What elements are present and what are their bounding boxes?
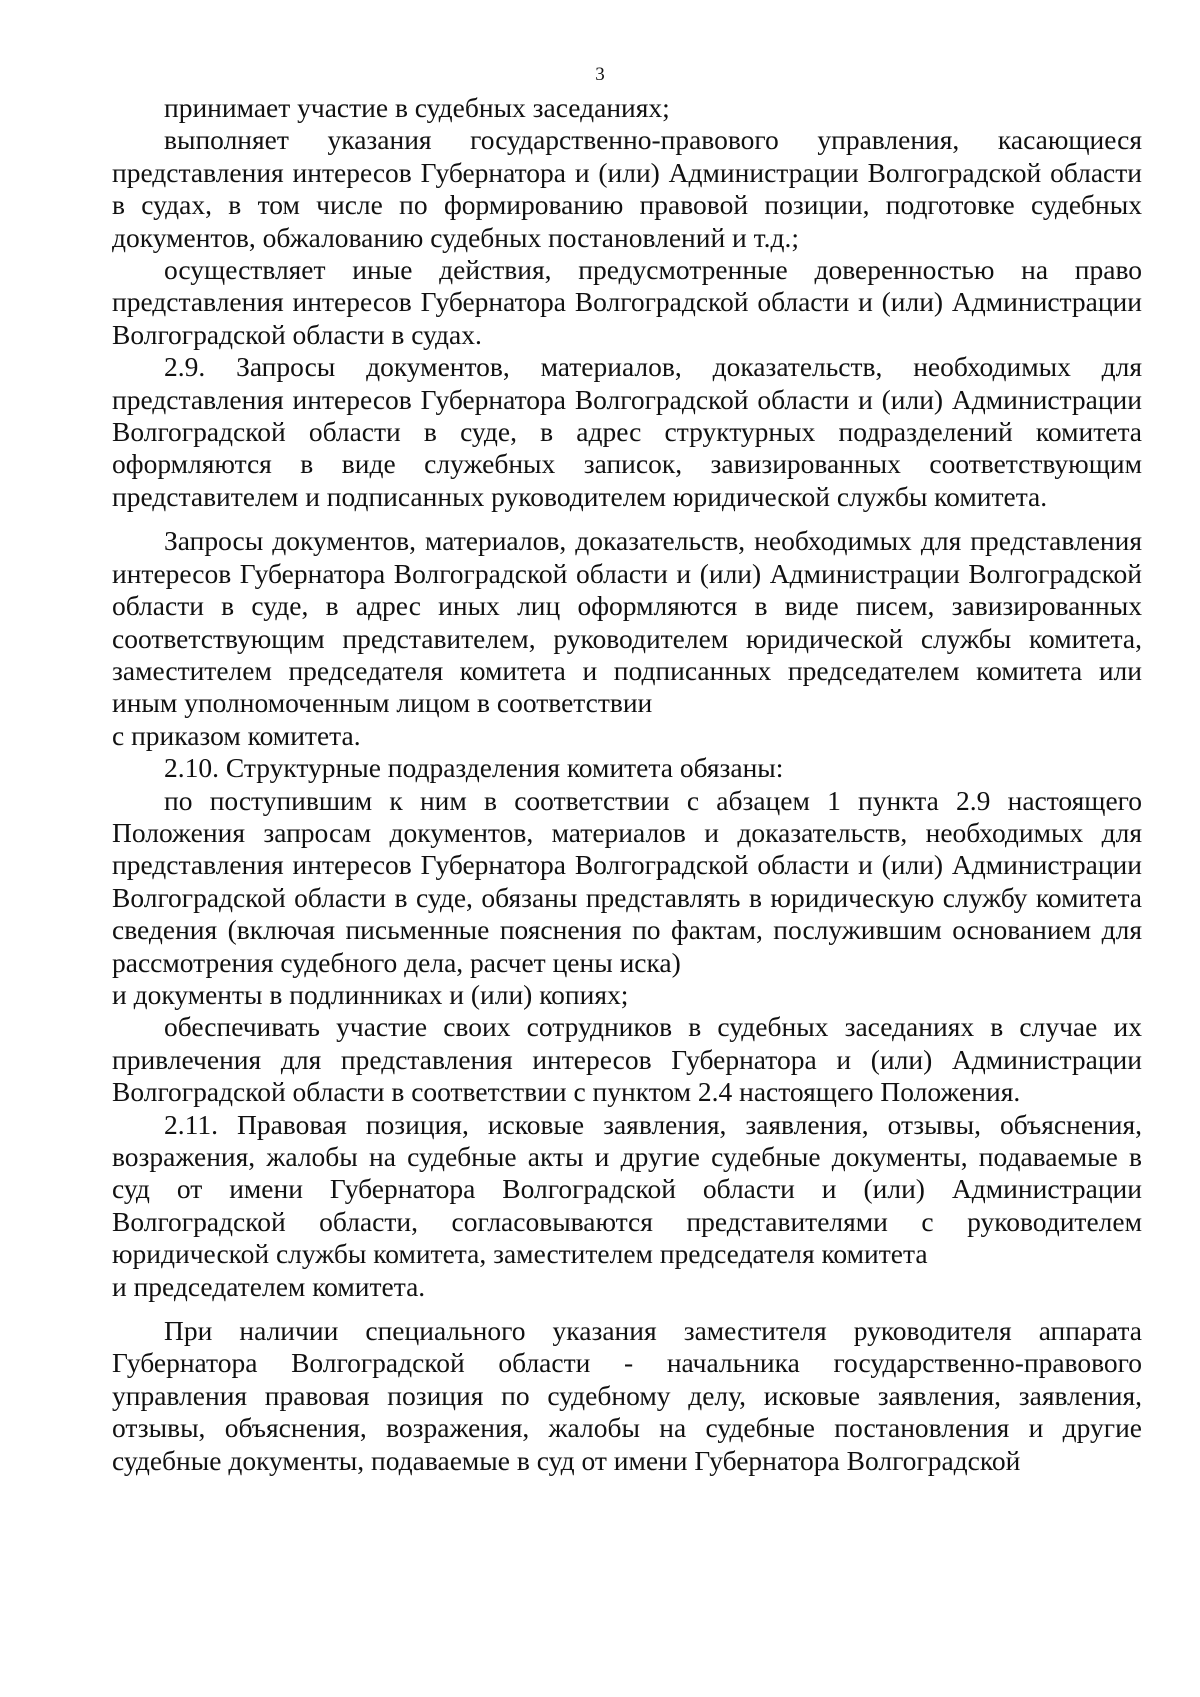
document-body xyxy=(112,92,1142,1477)
paragraph-requests-to-other-persons: Запросы документов, материалов, доказательств, необходимых для представления интересов Губернатора Волгоградской области и (или) Администрации Волгоградской области в суде, в адрес иных лиц оформляются в виде писем, завизированных соответствующим представителем, руководителем юридической службы комитета, заместителем председателя комитета и подписанных председателем комитета или иным уполномоченным лицом в соответствии xyxy=(112,525,1142,719)
paragraph-other-actions: осуществляет иные действия, предусмотренные доверенностью на право представления интересов Губернатора Волгоградской области и (или) Администрации Волгоградской области в судах. xyxy=(112,254,1142,350)
paragraph-clause-2-9: 2.9. Запросы документов, материалов, доказательств, необходимых для представления интересов Губернатора Волгоградской области и (или) Администрации Волгоградской области в суде, в адрес структурных подразделений комитета оформляются в виде служебных записок, завизированных соответствующим представителем и подписанных руководителем юридической службы комитета. xyxy=(112,351,1142,512)
paragraph-follows-instructions: выполняет указания государственно-правового управления, касающиеся представления интересов Губернатора и (или) Администрации Волгоградской области в судах, в том числе по формированию правовой позиции, подготовке судебных документов, обжалованию судебных постановлений и т.д.; xyxy=(112,124,1142,253)
paragraph-documents-originals: и документы в подлинниках и (или) копиях; xyxy=(112,978,629,1010)
paragraph-special-instruction: При наличии специального указания заместителя руководителя аппарата Губернатора Волгоградской области - начальника государственно-правового управления правовая позиция по судебному делу, исковые заявления, заявления, отзывы, объяснения, возражения, жалобы на судебные постановления и другие судебные документы, подаваемые в суд от имени Губернатора Волгоградской xyxy=(112,1315,1142,1476)
paragraph-clause-2-11: 2.11. Правовая позиция, исковые заявления, заявления, отзывы, объяснения, возражения, жалобы на судебные акты и другие судебные документы, подаваемые в суд от имени Губернатора Волгоградской области и (или) Администрации Волгоградской области, согласовываются представителями с руководителем юридической службы комитета, заместителем председателя комитета xyxy=(112,1108,1142,1270)
paragraph-clause-2-10: 2.10. Структурные подразделения комитета обязаны: xyxy=(164,752,784,784)
paragraph-received-requests: по поступившим к ним в соответствии с абзацем 1 пункта 2.9 настоящего Положения запросам документов, материалов и доказательств, необходимых для представления интересов Губернатора Волгоградской области и (или) Администрации Волгоградской области в суде, обязаны представлять в юридическую службу комитета сведения (включая письменные пояснения по фактам, послужившим основанием для рассмотрения судебного дела, расчет цены иска) xyxy=(112,784,1142,978)
paragraph-court-sessions: принимает участие в судебных заседаниях; xyxy=(164,92,670,123)
paragraph-committee-chairman: и председателем комитета. xyxy=(112,1270,426,1302)
paragraph-committee-order: с приказом комитета. xyxy=(112,719,361,751)
page-number: 3 xyxy=(595,64,605,85)
paragraph-ensure-participation: обеспечивать участие своих сотрудников в судебных заседаниях в случае их привлечения для представления интересов Губернатора и (или) Администрации Волгоградской области в соответствии с пунктом 2.4 настоящего Положения. xyxy=(112,1011,1142,1108)
